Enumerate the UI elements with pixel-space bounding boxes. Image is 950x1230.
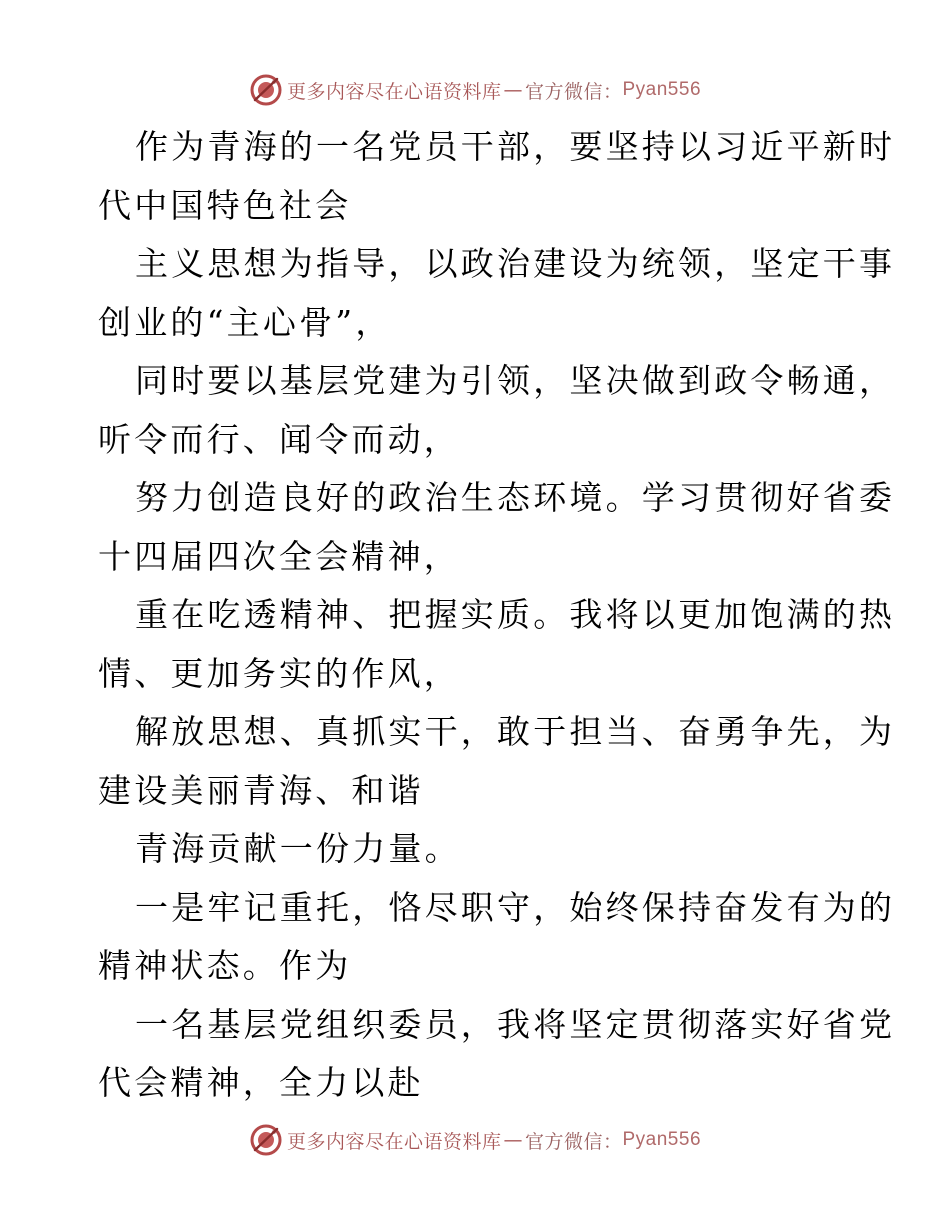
watermark-brand: 更多内容尽在心语资料库: [286, 80, 502, 103]
text-line: 精神状态。作为: [98, 946, 352, 985]
text-line: 解放思想、真抓实干，敢于担当、奋勇争先，为: [135, 712, 896, 751]
watermark-id: Pyan556: [622, 1129, 702, 1150]
text-line: 努力创造良好的政治生态环境。学习贯彻好省委: [135, 478, 896, 517]
text-line: 青海贡献一份力量。: [135, 829, 461, 868]
document-body: [98, 118, 896, 1113]
logo-icon: [249, 73, 283, 107]
text-line: 主义思想为指导，以政治建设为统领，坚定干事: [135, 244, 896, 283]
logo-icon: [249, 1123, 283, 1157]
text-line: 一名基层党组织委员，我将坚定贯彻落实好省党: [135, 1004, 896, 1044]
watermark-sub: 官方微信：: [524, 80, 623, 103]
text-line: 听令而行、闻令而动，: [98, 419, 460, 459]
watermark-dash: —: [503, 79, 523, 101]
text-line: 同时要以基层党建为引领，坚决做到政令畅通，: [135, 361, 896, 400]
watermark-id: Pyan556: [622, 79, 702, 100]
text-line: 作为青海的一名党员干部，要坚持以习近平新时: [135, 127, 896, 166]
header-watermark: [0, 70, 950, 110]
footer-watermark: [0, 1120, 950, 1160]
watermark-dash: —: [503, 1129, 523, 1151]
text-line: 代中国特色社会: [98, 185, 352, 225]
watermark-sub: 官方微信：: [524, 1130, 623, 1153]
text-line: 情、更加务实的作风，: [98, 653, 460, 693]
text-line: 创业的“主心骨”，: [98, 302, 392, 342]
text-line: 十四届四次全会精神，: [98, 536, 460, 576]
watermark-brand: 更多内容尽在心语资料库: [286, 1130, 502, 1153]
text-line: 代会精神，全力以赴: [98, 1063, 424, 1102]
text-line: 重在吃透精神、把握实质。我将以更加饱满的热: [135, 595, 896, 634]
text-line: 一是牢记重托，恪尽职守，始终保持奋发有为的: [135, 887, 896, 927]
text-line: 建设美丽青海、和谐: [98, 770, 424, 810]
